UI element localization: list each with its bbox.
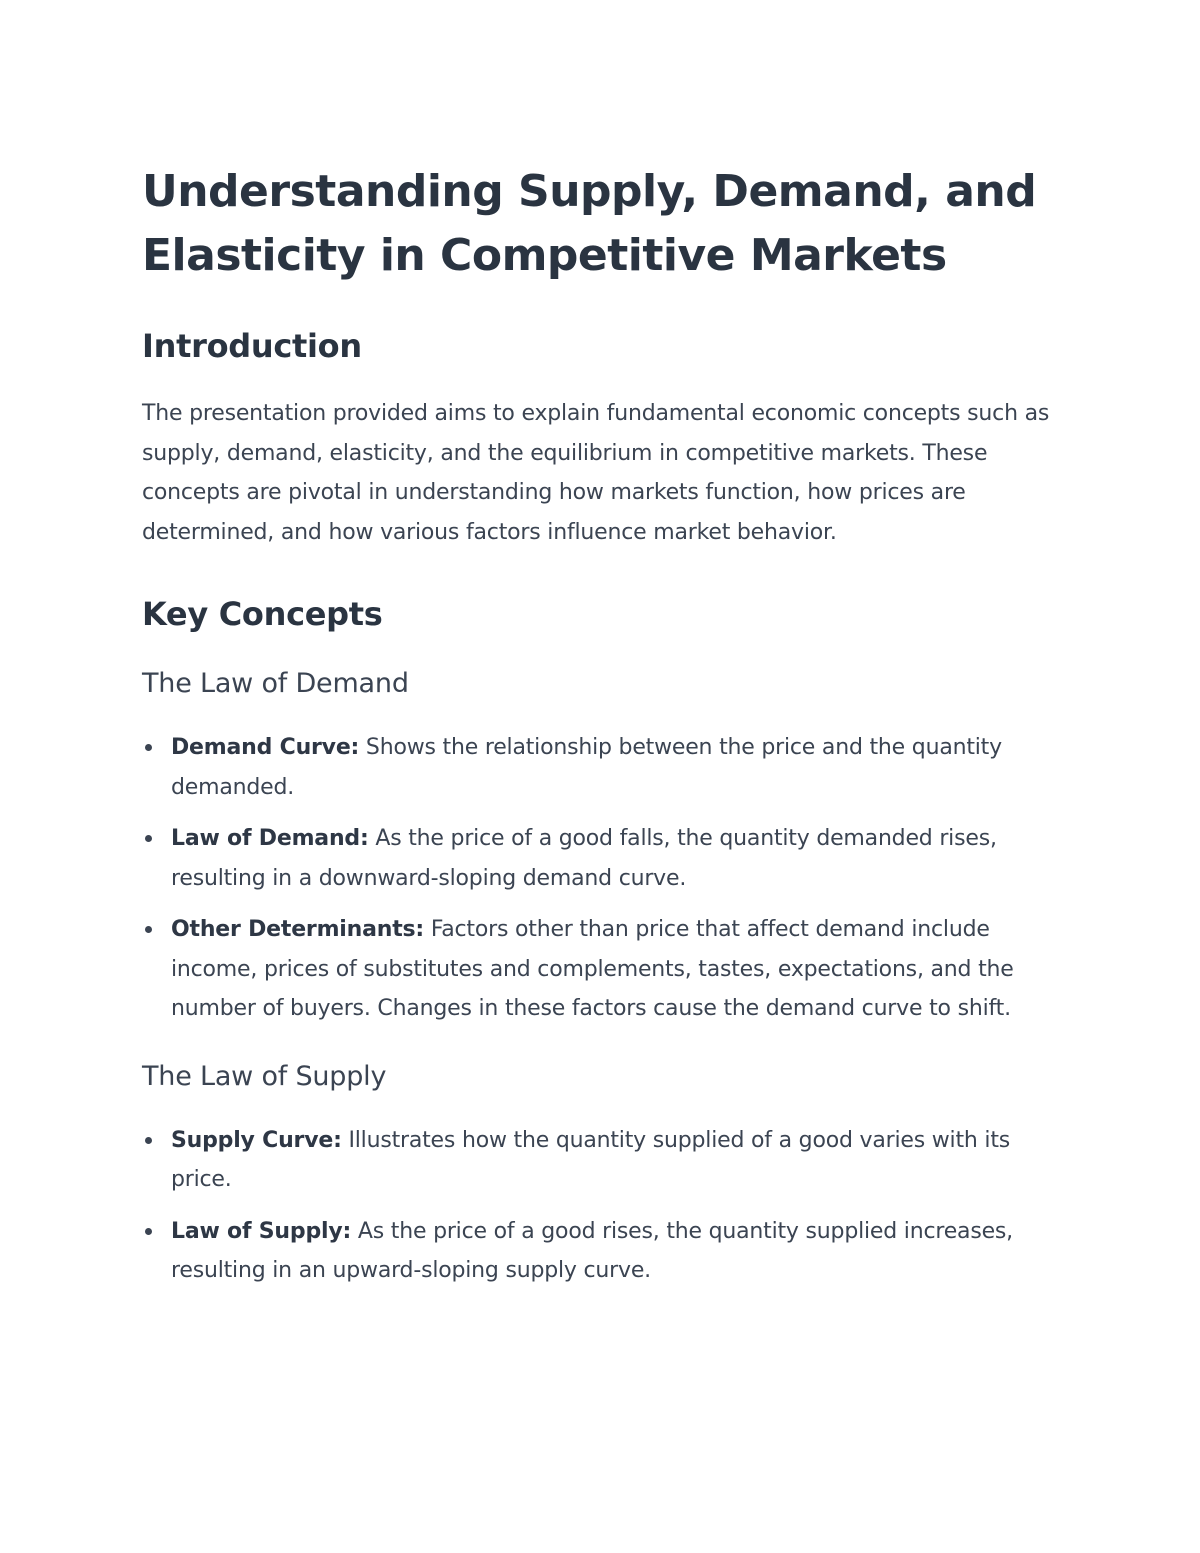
introduction-heading: Introduction	[142, 327, 362, 365]
law-of-demand-heading: The Law of Demand	[142, 668, 409, 699]
list-item-term: Demand Curve:	[171, 735, 360, 760]
bullet-icon	[145, 1228, 152, 1235]
introduction-paragraph: The presentation provided aims to explain fundamental economic concepts such as supply, demand, elasticity, and the equilibrium in competitive markets. These concepts are pivotal in understanding how markets function, how prices are determined, and how various factors influence market behavior.	[142, 401, 1050, 545]
list-item	[142, 910, 1072, 1029]
list-item-text: Illustrates how the quantity supplied of a good varies with its price.	[171, 1127, 1011, 1192]
list-item-term: Law of Demand:	[171, 826, 369, 851]
document-title	[142, 160, 1072, 288]
bullet-icon	[145, 926, 152, 933]
list-item	[142, 819, 1072, 898]
list-item-text: Shows the relationship between the price and the quantity demanded.	[171, 735, 1002, 800]
law-of-demand-list	[142, 728, 1072, 1029]
list-item-text: As the price of a good falls, the quantity demanded rises, resulting in a downward-sloping demand curve.	[171, 826, 997, 891]
bullet-icon	[145, 835, 152, 842]
key-concepts-heading: Key Concepts	[142, 595, 383, 633]
list-item	[142, 1212, 1072, 1291]
list-item-term: Law of Supply:	[171, 1218, 352, 1244]
list-item-term: Other Determinants:	[171, 917, 425, 942]
bullet-icon	[145, 744, 152, 751]
list-item	[142, 1121, 1072, 1200]
title-line-2: Elasticity in Competitive Markets	[142, 230, 947, 281]
law-of-supply-list	[142, 1121, 1072, 1291]
list-item	[142, 728, 1072, 807]
list-item-term: Supply Curve:	[171, 1127, 342, 1153]
list-item-text: Factors other than price that affect demand include income, prices of substitutes and complements, tastes, expectations, and the number of buyers. Changes in these factors cause the demand curve to shift.	[171, 917, 1014, 1021]
list-item-text: As the price of a good rises, the quantity supplied increases, resulting in an upward-sloping supply curve.	[171, 1218, 1013, 1283]
document-page	[142, 160, 1072, 1303]
law-of-supply-heading: The Law of Supply	[142, 1060, 387, 1092]
title-line-1: Understanding Supply, Demand, and	[142, 166, 1037, 217]
bullet-icon	[145, 1137, 152, 1144]
